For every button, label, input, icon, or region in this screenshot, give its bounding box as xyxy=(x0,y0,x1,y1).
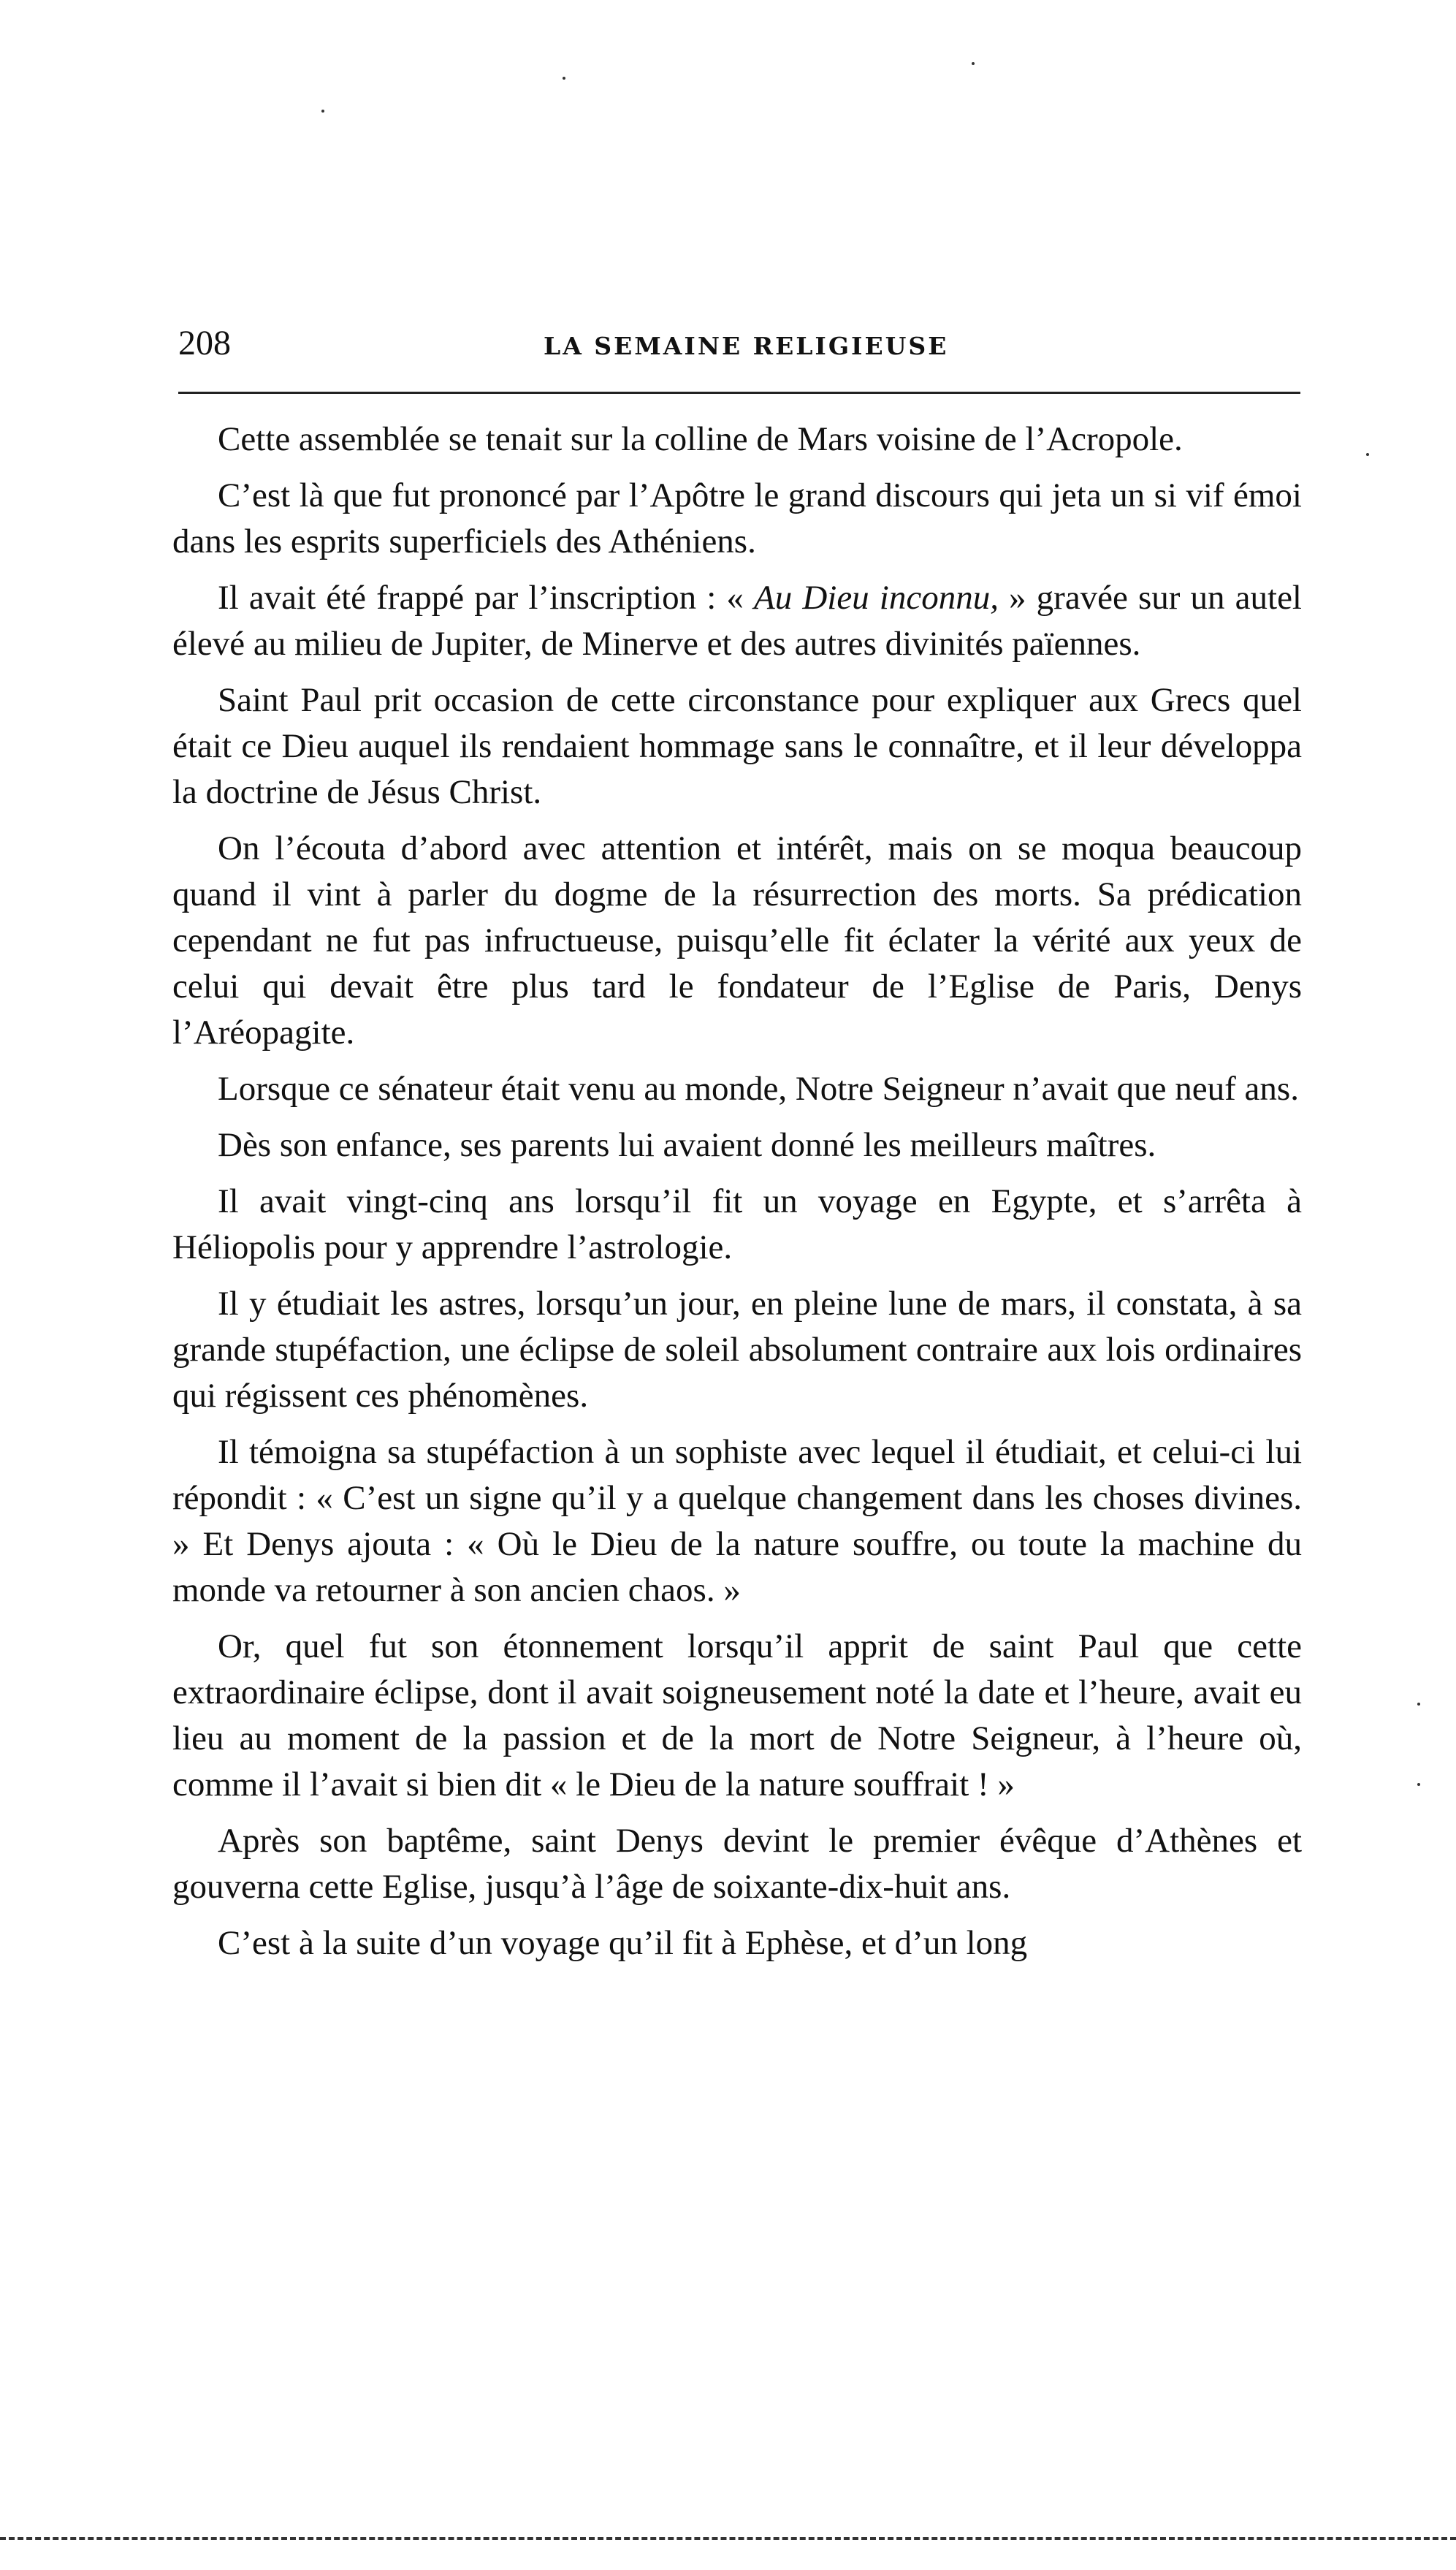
paragraph: Lorsque ce sénateur était venu au monde, Notre Seigneur n’avait que neuf ans. xyxy=(218,1070,1299,1108)
paragraph: Or, quel fut son étonnement lorsqu’il apprit de saint Paul que cette extraordinaire éclipse, dont il avait soigneusement noté la date et l’heure, avait eu lieu au moment de la passion et de la mort de Notre Seigneur, à l’heure où, comme il l’avait si bien dit « le Dieu de la nature souffrait ! » xyxy=(172,1627,1302,1803)
paragraph: C’est à la suite d’un voyage qu’il fit à Ephèse, et d’un long xyxy=(218,1924,1028,1962)
paragraph: C’est là que fut prononcé par l’Apôtre le grand discours qui jeta un si vif émoi dans les esprits superficiels des Athéniens. xyxy=(172,476,1302,560)
paragraph: Dès son enfance, ses parents lui avaient donné les meilleurs maîtres. xyxy=(218,1126,1156,1164)
scan-speck xyxy=(563,77,565,80)
page-bottom-edge xyxy=(0,2537,1456,2540)
scan-speck xyxy=(972,62,975,65)
scan-speck xyxy=(321,110,324,113)
paragraph: Il témoigna sa stupéfaction à un sophiste avec lequel il étudiait, et celui-ci lui répondit : « C’est un signe qu’il y a quelque changement dans les choses divines. » Et Denys ajouta : « Où le Dieu de la nature souffre, ou toute la machine du monde va retourner à son ancien chaos. » xyxy=(172,1433,1302,1609)
page-number: 208 xyxy=(178,324,231,362)
paragraph: On l’écouta d’abord avec attention et intérêt, mais on se moqua beaucoup quand il vint à parler du dogme de la résurrection des morts. Sa prédication cependant ne fut pas infructueuse, puisqu’elle fit éclater la vérité aux yeux de celui qui devait être plus tard le fondateur de l’Eglise de Paris, Denys l’Aréopagite. xyxy=(172,829,1302,1052)
page-header xyxy=(178,316,1300,374)
scan-speck xyxy=(1417,1783,1420,1786)
body-text xyxy=(172,417,1302,1966)
paragraph: Saint Paul prit occasion de cette circonstance pour expliquer aux Grecs quel était ce Dieu auquel ils rendaient hommage sans le connaître, et il leur développa la doctrine de Jésus Christ. xyxy=(172,681,1302,811)
scan-speck xyxy=(1417,1703,1420,1706)
paragraph: Après son baptême, saint Denys devint le premier évêque d’Athènes et gouverna cette Eglise, jusqu’à l’âge de soixante-dix-huit ans. xyxy=(172,1822,1302,1906)
paragraph-text: Il avait été frappé par l’inscription : « xyxy=(218,579,754,617)
paragraph: Il avait vingt-cinq ans lorsqu’il fit un voyage en Egypte, et s’arrêta à Héliopolis pour y apprendre l’astrologie. xyxy=(172,1182,1302,1266)
scan-speck xyxy=(1366,453,1369,456)
paragraph xyxy=(172,575,1302,667)
paragraph: Cette assemblée se tenait sur la colline de Mars voisine de l’Acropole. xyxy=(218,420,1183,458)
header-rule xyxy=(178,392,1300,394)
paragraph: Il y étudiait les astres, lorsqu’un jour, en pleine lune de mars, il constata, à sa grande stupéfaction, une éclipse de soleil absolument contraire aux lois ordinaires qui régissent ces phénomènes. xyxy=(172,1285,1302,1415)
inscription-quote: Au Dieu inconnu, xyxy=(754,579,999,617)
paragraph-text: » gravée sur un autel élevé au milieu de Jupiter, de Minerve et des autres divinités païennes. xyxy=(172,579,1302,663)
running-head: LA SEMAINE RELIGIEUSE xyxy=(544,332,949,360)
